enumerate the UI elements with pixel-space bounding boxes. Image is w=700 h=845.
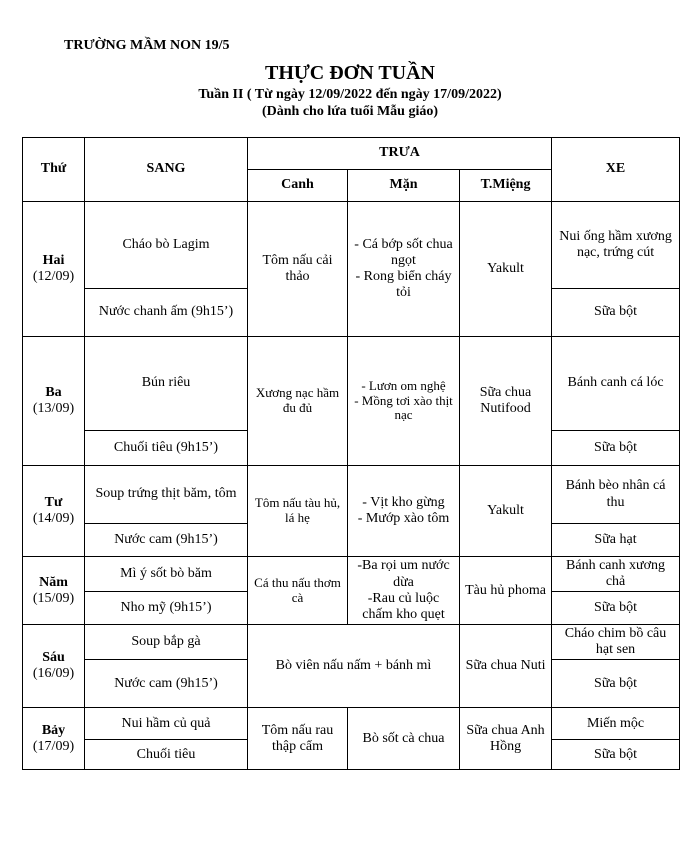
- morning-snack: Nước cam (9h15’): [85, 524, 248, 557]
- day-name: Ba: [45, 384, 62, 400]
- day-date: (13/09): [32, 401, 75, 416]
- afternoon-drink: Sữa bột: [552, 740, 680, 770]
- day-date: (15/09): [32, 590, 75, 606]
- header-dessert: T.Miệng: [460, 170, 552, 202]
- day-cell: [23, 625, 85, 708]
- header-day: Thứ: [23, 138, 85, 202]
- afternoon-drink: Sữa bột: [552, 289, 680, 337]
- main-dish: [348, 337, 460, 466]
- soup-dish: Tôm nấu cải thảo: [248, 202, 348, 337]
- soup-dish: Cá thu nấu thơm cà: [248, 557, 348, 625]
- afternoon-drink: Sữa hạt: [552, 524, 680, 557]
- main-dish-item: - Lươn om nghệ: [361, 377, 446, 393]
- main-dish-item: - Rong biển cháy tỏi: [355, 269, 452, 301]
- day-cell: [23, 466, 85, 557]
- morning-snack: Nước chanh ấm (9h15’): [85, 289, 248, 337]
- main-dish-item: -Ba rọi um nước dừa: [357, 558, 450, 590]
- day-cell: [23, 708, 85, 770]
- morning-snack: Chuối tiêu (9h15’): [85, 431, 248, 466]
- day-name: Sáu: [42, 650, 65, 666]
- header-row: [23, 138, 680, 170]
- morning-meal: Soup trứng thịt băm, tôm: [85, 466, 248, 524]
- morning-meal: Bún riêu: [85, 337, 248, 431]
- morning-meal: Cháo bò Lagim: [85, 202, 248, 289]
- soup-dish: Tôm nấu tàu hủ, lá hẹ: [248, 466, 348, 557]
- table-row: [23, 466, 680, 524]
- lunch-combined: Bò viên nấu nấm + bánh mì: [248, 625, 460, 708]
- table-row: [23, 708, 680, 740]
- main-dish-item: - Cá bớp sốt chua ngọt: [354, 236, 453, 268]
- day-name: Bảy: [41, 722, 66, 738]
- header-lunch: TRƯA: [248, 138, 552, 170]
- menu-title: THỰC ĐƠN TUẦN: [264, 62, 435, 84]
- day-cell: [23, 337, 85, 466]
- main-dish: Bò sốt cà chua: [348, 708, 460, 770]
- dessert: Sữa chua Anh Hồng: [460, 708, 552, 770]
- morning-meal: Nui hầm củ quả: [85, 708, 248, 740]
- day-name: Tư: [44, 494, 63, 510]
- day-name: Năm: [39, 574, 68, 590]
- day-cell: [23, 202, 85, 337]
- table-row: [23, 202, 680, 289]
- table-row: [23, 337, 680, 431]
- header-main: Mặn: [348, 170, 460, 202]
- main-dish: [348, 557, 460, 625]
- main-dish: [348, 466, 460, 557]
- day-name: Hai: [42, 252, 65, 268]
- header-morning: SANG: [85, 138, 248, 202]
- day-date: (14/09): [32, 511, 75, 526]
- age-group: (Dành cho lứa tuổi Mẫu giáo): [261, 104, 439, 119]
- table-row: [23, 625, 680, 660]
- afternoon-drink: Sữa bột: [552, 660, 680, 708]
- afternoon-drink: Sữa bột: [552, 431, 680, 466]
- soup-dish: Tôm nấu rau thập cẩm: [248, 708, 348, 770]
- morning-meal: Soup bắp gà: [85, 625, 248, 660]
- main-dish-item: - Mồng tơi xào thịt nạc: [354, 392, 453, 423]
- week-range: Tuần II ( Từ ngày 12/09/2022 đến ngày 17/09/2022): [198, 87, 502, 102]
- dessert: Tàu hủ phoma: [460, 557, 552, 625]
- dessert: Yakult: [460, 202, 552, 337]
- day-cell: [23, 557, 85, 625]
- afternoon-meal: Bánh canh cá lóc: [552, 337, 680, 431]
- table-row: [23, 557, 680, 592]
- soup-dish: Xương nạc hầm đu đủ: [248, 337, 348, 466]
- morning-snack: Nho mỹ (9h15’): [85, 592, 248, 625]
- afternoon-meal: Miến mộc: [552, 708, 680, 740]
- afternoon-meal: Nui ống hầm xương nạc, trứng cút: [552, 202, 680, 289]
- morning-snack: Chuối tiêu: [85, 740, 248, 770]
- morning-meal: Mì ý sốt bò băm: [85, 557, 248, 592]
- afternoon-drink: Sữa bột: [552, 592, 680, 625]
- dessert: Yakult: [460, 466, 552, 557]
- header-afternoon: XE: [552, 138, 680, 202]
- school-name: TRƯỜNG MẦM NON 19/5: [64, 38, 230, 53]
- main-dish: [348, 202, 460, 337]
- dessert: Sữa chua Nutifood: [460, 337, 552, 466]
- main-dish-item: - Vịt kho gừng: [362, 494, 445, 510]
- day-date: (16/09): [32, 666, 75, 682]
- day-date: (12/09): [32, 269, 75, 284]
- afternoon-meal: Cháo chim bồ câu hạt sen: [552, 625, 680, 660]
- weekly-menu-table: [22, 137, 680, 770]
- header-soup: Canh: [248, 170, 348, 202]
- dessert: Sữa chua Nuti: [460, 625, 552, 708]
- day-date: (17/09): [32, 738, 75, 754]
- afternoon-meal: Bánh canh xương chả: [552, 557, 680, 592]
- afternoon-meal: Bánh bèo nhân cá thu: [552, 466, 680, 524]
- morning-snack: Nước cam (9h15’): [85, 660, 248, 708]
- main-dish-item: -Rau củ luộc chấm kho quẹt: [362, 590, 445, 622]
- main-dish-item: - Mướp xào tôm: [357, 511, 450, 526]
